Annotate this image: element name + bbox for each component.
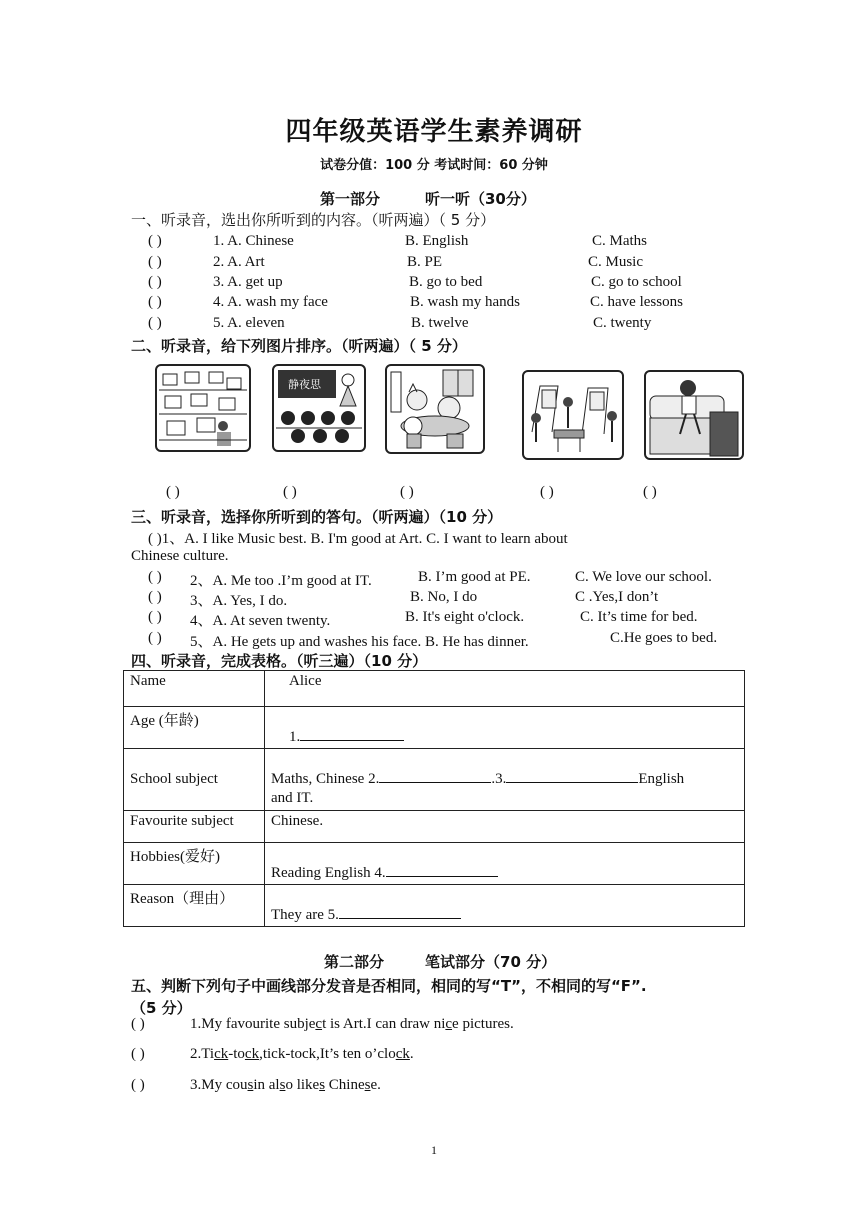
- info-table: [123, 670, 745, 927]
- subject-text: Maths, Chinese 2.: [271, 771, 380, 787]
- exam-info: 试卷分值：100 分 考试时间：60 分钟: [320, 158, 548, 173]
- table-row: [124, 707, 745, 749]
- option-a: 3、A. Yes, I do.: [190, 593, 288, 609]
- picture-answer-paren[interactable]: ( ): [643, 484, 657, 500]
- row-label: Reason（理由）: [124, 885, 265, 927]
- option-c: C. twenty: [593, 315, 652, 331]
- classroom-teacher-picture: [272, 364, 366, 452]
- row-label: Favourite subject: [124, 811, 265, 843]
- picture-answer-paren[interactable]: ( ): [283, 484, 297, 500]
- option-b: B. It's eight o'clock.: [405, 609, 525, 625]
- option-b: B. go to bed: [409, 274, 483, 290]
- section2-heading: 二、听录音，给下列图片排序。（听两遍）（ 5 分）: [131, 337, 467, 355]
- sentence-2: 2.Tick-tock,tick-tock,It’s ten o’clock.: [190, 1046, 414, 1062]
- children-drawing-picture: [522, 370, 624, 460]
- section4-heading: 四、听录音，完成表格。（听三遍）（10 分）: [131, 652, 428, 670]
- option-c: C. have lessons: [590, 294, 683, 310]
- answer-paren[interactable]: ( ): [148, 589, 162, 605]
- option-a-b: 5、A. He gets up and washes his face. B. He has dinner.: [190, 634, 529, 650]
- answer-paren[interactable]: ( ): [148, 274, 162, 290]
- answer-blank[interactable]: [386, 862, 498, 877]
- part2-label: 第二部分: [324, 953, 385, 971]
- option-a: 1. A. Chinese: [213, 233, 294, 249]
- section5-score: （5 分）: [131, 999, 192, 1017]
- part1-label: 第一部分: [320, 190, 381, 208]
- answer-paren[interactable]: ( ): [148, 609, 162, 625]
- computer-class-picture: [155, 364, 251, 452]
- blank-number: 1.: [289, 729, 301, 745]
- option-b: B. No, I do: [410, 589, 478, 605]
- answer-paren[interactable]: ( ): [148, 294, 162, 310]
- table-row: [124, 843, 745, 885]
- option-b: B. PE: [407, 254, 443, 270]
- row-value: Alice: [265, 671, 745, 707]
- section1-heading: 一、听录音，选出你所听到的内容。（听两遍）（ 5 分）: [131, 211, 496, 229]
- option-c: C. We love our school.: [575, 569, 712, 585]
- table-row: [124, 811, 745, 843]
- answer-blank[interactable]: [300, 726, 404, 741]
- picture-answer-paren[interactable]: ( ): [540, 484, 554, 500]
- option-b: B. I’m good at PE.: [418, 569, 531, 585]
- answer-paren[interactable]: ( ): [148, 233, 162, 249]
- option-a: 2. A. Art: [213, 254, 265, 270]
- sentence-3: 3.My cousin also likes Chinese.: [190, 1077, 381, 1093]
- answer-paren[interactable]: ( ): [131, 1077, 145, 1093]
- sentence-1: 1.My favourite subject is Art.I can draw nice pictures.: [190, 1016, 514, 1032]
- option-c: C.He goes to bed.: [610, 630, 718, 646]
- row-value: Chinese.: [265, 811, 745, 843]
- hobby-text: Reading English 4.: [271, 865, 386, 881]
- option-a: 3. A. get up: [213, 274, 283, 290]
- option-b: B. twelve: [411, 315, 469, 331]
- option-c: C. Maths: [592, 233, 648, 249]
- option-b: B. wash my hands: [410, 294, 520, 310]
- page-title: 四年级英语学生素养调研: [285, 117, 583, 147]
- section5-heading: 五、判断下列句子中画线部分发音是否相同，相同的写“T”，不相同的写“F”.: [131, 977, 647, 995]
- table-row: [124, 671, 745, 707]
- answer-blank[interactable]: [506, 768, 638, 783]
- subject-text: .3.: [491, 771, 507, 787]
- row-label: Hobbies(爱好): [124, 843, 265, 885]
- answer-paren[interactable]: ( ): [148, 630, 162, 646]
- option-a: 5. A. eleven: [213, 315, 285, 331]
- part2-name: 笔试部分（70 分）: [425, 953, 557, 971]
- option-c: C. go to school: [591, 274, 682, 290]
- option-a: 4、A. At seven twenty.: [190, 613, 331, 629]
- option-c: C. It’s time for bed.: [580, 609, 698, 625]
- option-a: 4. A. wash my face: [213, 294, 328, 310]
- answer-paren[interactable]: ( ): [148, 569, 162, 585]
- subject-text: English: [638, 771, 685, 787]
- picture-answer-paren[interactable]: ( ): [166, 484, 180, 500]
- reason-text: They are 5.: [271, 907, 339, 923]
- answer-paren[interactable]: ( ): [131, 1016, 145, 1032]
- boy-on-sofa-picture: [644, 370, 744, 460]
- answer-blank[interactable]: [339, 904, 461, 919]
- question-1-line1: ( )1、A. I like Music best. B. I'm good at Art. C. I want to learn about: [148, 531, 568, 547]
- option-a: 2、A. Me too .I’m good at IT.: [190, 573, 372, 589]
- answer-blank[interactable]: [379, 768, 491, 783]
- part1-name: 听一听（30分）: [425, 190, 536, 208]
- answer-paren[interactable]: ( ): [148, 254, 162, 270]
- page-number: 1: [431, 1143, 437, 1157]
- blackboard-text: 静夜思: [288, 378, 321, 391]
- option-c: C. Music: [588, 254, 644, 270]
- option-c: C .Yes,I don’t: [575, 589, 659, 605]
- table-row: [124, 749, 745, 811]
- question-1-line2: Chinese culture.: [131, 548, 229, 564]
- table-row: [124, 885, 745, 927]
- picture-answer-paren[interactable]: ( ): [400, 484, 414, 500]
- subject-text: and IT.: [271, 790, 314, 806]
- row-label: School subject: [124, 749, 265, 811]
- row-label: Age (年龄): [124, 707, 265, 749]
- option-b: B. English: [405, 233, 469, 249]
- answer-paren[interactable]: ( ): [148, 315, 162, 331]
- section3-heading: 三、听录音，选择你所听到的答句。（听两遍）（10 分）: [131, 508, 503, 526]
- answer-paren[interactable]: ( ): [131, 1046, 145, 1062]
- animals-at-table-picture: [385, 364, 485, 454]
- row-label: Name: [124, 671, 265, 707]
